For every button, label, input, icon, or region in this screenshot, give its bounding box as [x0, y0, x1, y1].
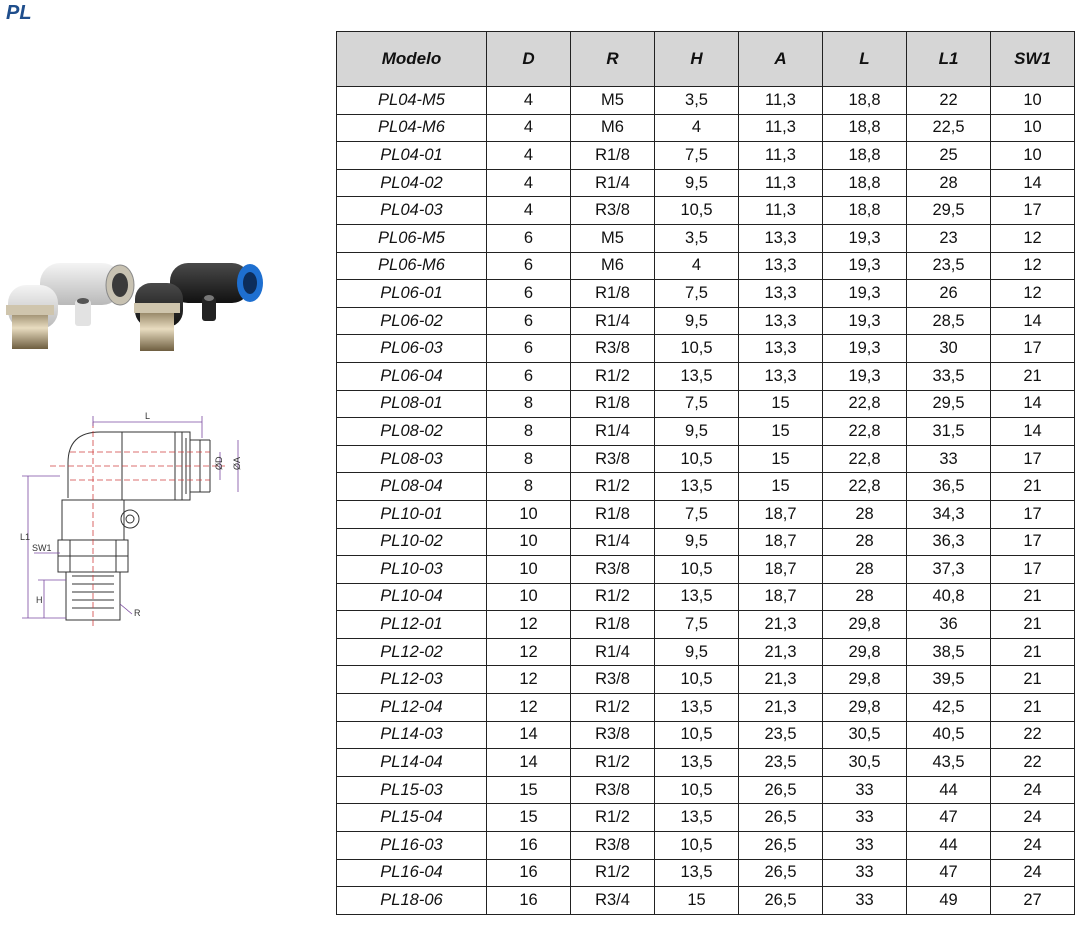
table-cell: 28: [907, 169, 991, 197]
table-cell: 4: [487, 169, 571, 197]
table-cell: 8: [487, 418, 571, 446]
column-header: L1: [907, 32, 991, 87]
table-cell: 22: [907, 87, 991, 115]
table-row: [337, 142, 1075, 170]
table-row: [337, 583, 1075, 611]
table-cell: M5: [571, 87, 655, 115]
model-cell: PL16-04: [337, 859, 487, 887]
table-row: [337, 500, 1075, 528]
column-header: Modelo: [337, 32, 487, 87]
table-cell: 8: [487, 445, 571, 473]
table-cell: 29,8: [823, 666, 907, 694]
dim-label-H: H: [36, 595, 43, 605]
table-cell: 21: [991, 583, 1075, 611]
table-cell: 28: [823, 583, 907, 611]
table-cell: 22,8: [823, 390, 907, 418]
table-cell: 7,5: [655, 142, 739, 170]
table-cell: 23: [907, 224, 991, 252]
table-cell: 18,8: [823, 197, 907, 225]
table-cell: 10: [991, 114, 1075, 142]
table-cell: 26,5: [739, 832, 823, 860]
table-cell: 18,8: [823, 142, 907, 170]
table-row: [337, 611, 1075, 639]
table-cell: 37,3: [907, 556, 991, 584]
table-cell: 12: [991, 280, 1075, 308]
table-cell: 7,5: [655, 280, 739, 308]
table-cell: 33: [823, 887, 907, 915]
table-cell: 28: [823, 528, 907, 556]
table-cell: 13,5: [655, 362, 739, 390]
model-cell: PL06-04: [337, 362, 487, 390]
model-cell: PL08-02: [337, 418, 487, 446]
table-cell: 4: [655, 114, 739, 142]
table-cell: 13,5: [655, 473, 739, 501]
table-row: [337, 87, 1075, 115]
table-cell: R1/4: [571, 418, 655, 446]
table-cell: 17: [991, 556, 1075, 584]
table-cell: 6: [487, 252, 571, 280]
table-cell: R1/2: [571, 749, 655, 777]
table-cell: 36,3: [907, 528, 991, 556]
table-row: [337, 721, 1075, 749]
table-cell: 12: [487, 611, 571, 639]
table-cell: 30,5: [823, 749, 907, 777]
model-cell: PL10-01: [337, 500, 487, 528]
table-header-row: [337, 32, 1075, 87]
table-cell: 6: [487, 224, 571, 252]
table-cell: 21: [991, 611, 1075, 639]
table-cell: 23,5: [739, 749, 823, 777]
model-cell: PL04-M5: [337, 87, 487, 115]
table-cell: 3,5: [655, 87, 739, 115]
table-cell: 13,3: [739, 252, 823, 280]
table-cell: 16: [487, 832, 571, 860]
table-cell: 13,5: [655, 694, 739, 722]
table-cell: 29,8: [823, 638, 907, 666]
table-cell: 28: [823, 556, 907, 584]
table-cell: 26,5: [739, 804, 823, 832]
table-row: [337, 804, 1075, 832]
table-cell: 17: [991, 335, 1075, 363]
table-cell: M6: [571, 114, 655, 142]
page-title: PL: [6, 2, 32, 24]
table-cell: 19,3: [823, 252, 907, 280]
table-cell: R1/2: [571, 583, 655, 611]
table-cell: 11,3: [739, 197, 823, 225]
table-cell: 10,5: [655, 445, 739, 473]
table-cell: 10,5: [655, 556, 739, 584]
table-row: [337, 859, 1075, 887]
table-cell: 11,3: [739, 114, 823, 142]
table-cell: 24: [991, 859, 1075, 887]
table-row: [337, 666, 1075, 694]
table-cell: 29,8: [823, 694, 907, 722]
table-cell: 10: [487, 500, 571, 528]
table-row: [337, 638, 1075, 666]
table-row: [337, 390, 1075, 418]
table-cell: M5: [571, 224, 655, 252]
table-cell: 10,5: [655, 832, 739, 860]
table-cell: 19,3: [823, 307, 907, 335]
table-cell: 15: [739, 473, 823, 501]
table-cell: 47: [907, 859, 991, 887]
table-cell: 21,3: [739, 666, 823, 694]
column-header: D: [487, 32, 571, 87]
table-cell: 10,5: [655, 197, 739, 225]
model-cell: PL14-03: [337, 721, 487, 749]
model-cell: PL14-04: [337, 749, 487, 777]
table-cell: 25: [907, 142, 991, 170]
table-cell: 7,5: [655, 390, 739, 418]
table-cell: 21: [991, 694, 1075, 722]
table-cell: 8: [487, 473, 571, 501]
model-cell: PL12-01: [337, 611, 487, 639]
table-cell: 22: [991, 749, 1075, 777]
table-cell: 10: [487, 556, 571, 584]
table-cell: 10,5: [655, 721, 739, 749]
technical-drawing: [10, 408, 260, 634]
table-cell: 36,5: [907, 473, 991, 501]
table-row: [337, 280, 1075, 308]
table-cell: 33: [823, 804, 907, 832]
table-cell: 18,7: [739, 528, 823, 556]
table-cell: 13,3: [739, 307, 823, 335]
table-cell: 26: [907, 280, 991, 308]
model-cell: PL04-03: [337, 197, 487, 225]
table-row: [337, 418, 1075, 446]
table-cell: 24: [991, 776, 1075, 804]
table-cell: 13,5: [655, 859, 739, 887]
model-cell: PL15-04: [337, 804, 487, 832]
table-cell: R3/8: [571, 832, 655, 860]
table-cell: R1/8: [571, 142, 655, 170]
white-fitting-image: [6, 263, 134, 349]
table-cell: R3/8: [571, 197, 655, 225]
table-cell: R1/8: [571, 390, 655, 418]
table-cell: 23,5: [907, 252, 991, 280]
table-cell: 13,5: [655, 804, 739, 832]
table-cell: 12: [991, 252, 1075, 280]
table-cell: 12: [487, 638, 571, 666]
table-cell: 17: [991, 445, 1075, 473]
model-cell: PL04-02: [337, 169, 487, 197]
table-cell: 18,8: [823, 87, 907, 115]
table-cell: 40,5: [907, 721, 991, 749]
table-cell: R1/2: [571, 473, 655, 501]
table-cell: 10: [487, 583, 571, 611]
table-cell: 28: [823, 500, 907, 528]
table-cell: 17: [991, 500, 1075, 528]
table-cell: 12: [991, 224, 1075, 252]
table-cell: R3/8: [571, 556, 655, 584]
table-cell: 4: [487, 114, 571, 142]
table-cell: R1/2: [571, 694, 655, 722]
table-cell: 44: [907, 832, 991, 860]
dim-label-SW1: SW1: [32, 543, 52, 553]
table-cell: 21,3: [739, 611, 823, 639]
table-cell: 9,5: [655, 418, 739, 446]
table-cell: 39,5: [907, 666, 991, 694]
table-cell: 34,3: [907, 500, 991, 528]
table-row: [337, 694, 1075, 722]
table-cell: 13,3: [739, 224, 823, 252]
table-cell: 33: [823, 859, 907, 887]
table-cell: 14: [991, 390, 1075, 418]
model-cell: PL06-03: [337, 335, 487, 363]
table-row: [337, 832, 1075, 860]
table-cell: 13,5: [655, 749, 739, 777]
table-row: [337, 528, 1075, 556]
table-cell: R1/8: [571, 611, 655, 639]
table-cell: 19,3: [823, 335, 907, 363]
table-cell: 29,5: [907, 390, 991, 418]
table-cell: 15: [487, 804, 571, 832]
table-cell: 13,5: [655, 583, 739, 611]
table-cell: 4: [655, 252, 739, 280]
table-cell: 36: [907, 611, 991, 639]
model-cell: PL04-M6: [337, 114, 487, 142]
table-cell: 13,3: [739, 280, 823, 308]
table-cell: 24: [991, 832, 1075, 860]
table-cell: R1/4: [571, 307, 655, 335]
column-header: R: [571, 32, 655, 87]
table-cell: 8: [487, 390, 571, 418]
model-cell: PL10-04: [337, 583, 487, 611]
table-cell: R1/8: [571, 500, 655, 528]
model-cell: PL10-02: [337, 528, 487, 556]
table-cell: 4: [487, 197, 571, 225]
model-cell: PL08-04: [337, 473, 487, 501]
table-cell: 31,5: [907, 418, 991, 446]
table-row: [337, 445, 1075, 473]
table-cell: 10,5: [655, 335, 739, 363]
dim-label-R: R: [134, 608, 141, 618]
table-cell: 13,3: [739, 362, 823, 390]
model-cell: PL08-01: [337, 390, 487, 418]
table-cell: R1/4: [571, 528, 655, 556]
column-header: L: [823, 32, 907, 87]
table-cell: 21,3: [739, 694, 823, 722]
table-cell: 47: [907, 804, 991, 832]
table-cell: 15: [655, 887, 739, 915]
table-cell: 16: [487, 887, 571, 915]
dim-label-D: ØD: [214, 456, 224, 470]
table-cell: 30,5: [823, 721, 907, 749]
table-cell: 40,8: [907, 583, 991, 611]
model-cell: PL12-04: [337, 694, 487, 722]
table-cell: 18,7: [739, 500, 823, 528]
table-cell: 15: [487, 776, 571, 804]
table-cell: 33: [823, 776, 907, 804]
table-cell: 49: [907, 887, 991, 915]
table-cell: 28,5: [907, 307, 991, 335]
table-cell: 22,5: [907, 114, 991, 142]
table-cell: 42,5: [907, 694, 991, 722]
table-cell: 19,3: [823, 362, 907, 390]
model-cell: PL18-06: [337, 887, 487, 915]
table-cell: 11,3: [739, 87, 823, 115]
black-fitting-image: [134, 263, 263, 351]
table-cell: R3/8: [571, 666, 655, 694]
table-cell: R3/8: [571, 335, 655, 363]
table-cell: 33,5: [907, 362, 991, 390]
table-cell: 9,5: [655, 528, 739, 556]
table-row: [337, 252, 1075, 280]
table-cell: R1/8: [571, 280, 655, 308]
table-row: [337, 776, 1075, 804]
dim-label-L: L: [145, 411, 151, 421]
table-row: [337, 114, 1075, 142]
table-cell: 7,5: [655, 611, 739, 639]
table-cell: 44: [907, 776, 991, 804]
table-cell: 14: [487, 749, 571, 777]
table-cell: R1/2: [571, 804, 655, 832]
model-cell: PL06-01: [337, 280, 487, 308]
table-cell: 12: [487, 694, 571, 722]
dim-label-A: ØA: [232, 456, 242, 470]
table-cell: 22,8: [823, 418, 907, 446]
table-cell: R3/8: [571, 445, 655, 473]
table-row: [337, 307, 1075, 335]
table-cell: 15: [739, 390, 823, 418]
table-cell: R3/8: [571, 721, 655, 749]
table-cell: 16: [487, 859, 571, 887]
table-cell: 21: [991, 666, 1075, 694]
table-cell: 10: [487, 528, 571, 556]
table-cell: 14: [487, 721, 571, 749]
table-cell: 15: [739, 418, 823, 446]
model-cell: PL06-M5: [337, 224, 487, 252]
column-header: A: [739, 32, 823, 87]
model-cell: PL12-02: [337, 638, 487, 666]
table-cell: 22: [991, 721, 1075, 749]
column-header: H: [655, 32, 739, 87]
table-cell: 10,5: [655, 776, 739, 804]
table-cell: 33: [907, 445, 991, 473]
table-cell: 21: [991, 638, 1075, 666]
table-cell: 14: [991, 307, 1075, 335]
table-cell: 6: [487, 280, 571, 308]
table-cell: 9,5: [655, 638, 739, 666]
table-cell: 21: [991, 473, 1075, 501]
table-cell: 27: [991, 887, 1075, 915]
table-cell: 17: [991, 528, 1075, 556]
table-cell: 19,3: [823, 280, 907, 308]
table-cell: R1/4: [571, 638, 655, 666]
table-cell: 6: [487, 362, 571, 390]
table-cell: 43,5: [907, 749, 991, 777]
table-cell: 4: [487, 87, 571, 115]
table-cell: 18,8: [823, 169, 907, 197]
table-cell: 30: [907, 335, 991, 363]
table-row: [337, 335, 1075, 363]
table-cell: 6: [487, 335, 571, 363]
table-cell: 6: [487, 307, 571, 335]
table-cell: R1/2: [571, 859, 655, 887]
table-cell: 13,3: [739, 335, 823, 363]
table-cell: 9,5: [655, 169, 739, 197]
table-row: [337, 169, 1075, 197]
model-cell: PL16-03: [337, 832, 487, 860]
table-cell: M6: [571, 252, 655, 280]
column-header: SW1: [991, 32, 1075, 87]
table-cell: 33: [823, 832, 907, 860]
table-row: [337, 197, 1075, 225]
table-cell: R1/2: [571, 362, 655, 390]
table-cell: 10: [991, 142, 1075, 170]
table-cell: 15: [739, 445, 823, 473]
table-cell: R3/8: [571, 776, 655, 804]
model-cell: PL15-03: [337, 776, 487, 804]
table-cell: 12: [487, 666, 571, 694]
table-cell: 21: [991, 362, 1075, 390]
table-row: [337, 473, 1075, 501]
dim-label-L1: L1: [20, 532, 31, 542]
product-photo: [0, 245, 268, 360]
table-cell: 14: [991, 169, 1075, 197]
table-cell: 24: [991, 804, 1075, 832]
table-cell: 7,5: [655, 500, 739, 528]
table-row: [337, 224, 1075, 252]
model-cell: PL08-03: [337, 445, 487, 473]
table-cell: 14: [991, 418, 1075, 446]
table-cell: 26,5: [739, 887, 823, 915]
table-cell: 10: [991, 87, 1075, 115]
spec-table: [336, 31, 1075, 915]
model-cell: PL06-M6: [337, 252, 487, 280]
model-cell: PL12-03: [337, 666, 487, 694]
table-cell: R3/4: [571, 887, 655, 915]
table-row: [337, 362, 1075, 390]
table-cell: 22,8: [823, 445, 907, 473]
table-cell: 26,5: [739, 859, 823, 887]
table-cell: 18,7: [739, 583, 823, 611]
table-cell: 19,3: [823, 224, 907, 252]
table-cell: 29,8: [823, 611, 907, 639]
table-cell: 29,5: [907, 197, 991, 225]
table-cell: 18,7: [739, 556, 823, 584]
table-cell: R1/4: [571, 169, 655, 197]
table-cell: 26,5: [739, 776, 823, 804]
table-cell: 17: [991, 197, 1075, 225]
table-cell: 22,8: [823, 473, 907, 501]
table-cell: 10,5: [655, 666, 739, 694]
table-row: [337, 749, 1075, 777]
model-cell: PL04-01: [337, 142, 487, 170]
table-cell: 23,5: [739, 721, 823, 749]
table-row: [337, 887, 1075, 915]
table-cell: 3,5: [655, 224, 739, 252]
model-cell: PL10-03: [337, 556, 487, 584]
table-cell: 4: [487, 142, 571, 170]
table-cell: 11,3: [739, 142, 823, 170]
table-cell: 38,5: [907, 638, 991, 666]
table-cell: 18,8: [823, 114, 907, 142]
table-row: [337, 556, 1075, 584]
table-cell: 11,3: [739, 169, 823, 197]
model-cell: PL06-02: [337, 307, 487, 335]
table-cell: 21,3: [739, 638, 823, 666]
table-cell: 9,5: [655, 307, 739, 335]
